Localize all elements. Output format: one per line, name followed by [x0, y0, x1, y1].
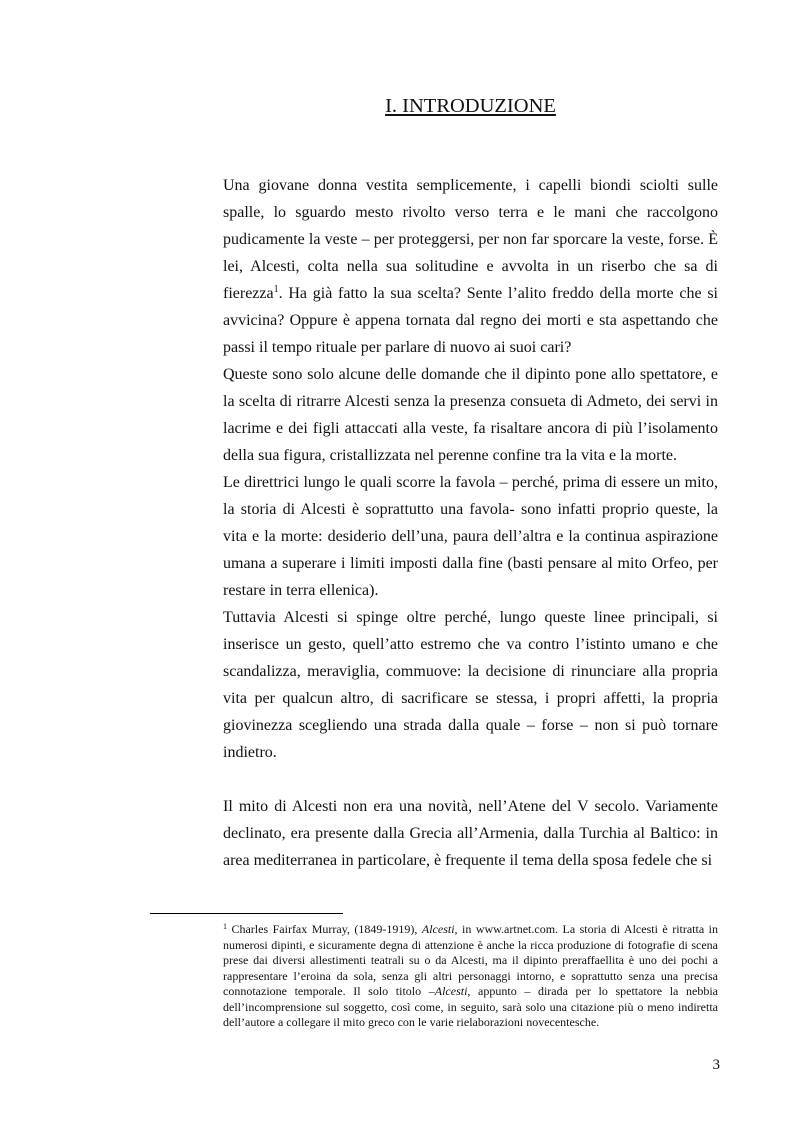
chapter-heading — [0, 95, 793, 118]
footnote-italic-title-b: Alcesti — [434, 984, 468, 998]
footnote-separator — [150, 913, 343, 914]
footnote-reference: 1 — [273, 284, 279, 295]
chapter-heading-text: I. INTRODUZIONE — [385, 95, 556, 117]
paragraph-1-text-b: . Ha già fatto la sua scelta? Sente l’alito freddo della morte che si avvicina? Oppure è appena tornata dal regno dei morti e sta aspettando che passi il tempo rituale per parlare di nuovo ai suoi cari? — [223, 285, 718, 356]
paragraph-3: Le direttrici lungo le quali scorre la favola – perché, prima di essere un mito, la storia di Alcesti è soprattutto una favola- sono infatti proprio queste, la vita e la morte: desiderio dell’una, paura dell’altra e la continua aspirazione umana a superare i limiti imposti dalla fine (basti pensare al mito Orfeo, per restare in terra ellenica). — [223, 474, 718, 599]
footnote-text-a: Charles Fairfax Murray, (1849-1919), — [227, 922, 422, 936]
footnote-text-b: in www.artnet.com. La storia di Alcesti è ritratta in numerosi dipinti, e sicuramente degna di attenzione è anche la ricca produzione di fotografie di scena prese dai diversi allestimenti teatrali su o da Alcesti, ma il dipinto preraffaellita è uno dei pochi a rappresentare l’eroina da sola, senza gli altri personaggi intorno, e soprattutto senza una precisa connotazione temporale. Il solo titolo – — [223, 922, 718, 998]
paragraph-5: Il mito di Alcesti non era una novità, nell’Atene del V secolo. Variamente declinato, era presente dalla Grecia all’Armenia, dalla Turchia al Baltico: in area mediterranea in particolare, è frequente il tema della sposa fedele che si — [223, 798, 718, 869]
footnote-italic-title-a: Alcesti, — [421, 922, 458, 936]
footnote — [223, 922, 718, 1031]
paragraph-2: Queste sono solo alcune delle domande che il dipinto pone allo spettatore, e la scelta di ritrarre Alcesti senza la presenza consueta di Admeto, dei servi in lacrime e dei figli attaccati alla veste, fa risaltare ancora di più l’isolamento della sua figura, cristallizzata nel perenne confine tra la vita e la morte. — [223, 366, 718, 464]
body-text — [223, 172, 718, 874]
paragraph-1 — [223, 172, 718, 361]
footnote-text-c: , appunto – dirada per lo spettatore la nebbia dell’incomprensione sul soggetto, così come, in seguito, sarà solo una citazione più o meno indiretta dell’autore a collegare il mito greco con le varie rielaborazioni novecentesche. — [223, 984, 718, 1029]
footnote-number: 1 — [223, 922, 227, 931]
paragraph-4: Tuttavia Alcesti si spinge oltre perché, lungo queste linee principali, si inserisce un gesto, quell’atto estremo che va contro l’istinto umano e che scandalizza, meraviglia, commuove: la decisione di rinunciare alla propria vita per qualcun altro, di sacrificare se stessa, i propri affetti, la propria giovinezza scegliendo una strada dalla quale – forse – non si può tornare indietro. — [223, 609, 718, 761]
paragraph-1-text-a: Una giovane donna vestita semplicemente, i capelli biondi sciolti sulle spalle, lo sguardo mesto rivolto verso terra e le mani che raccolgono pudicamente la veste – per proteggersi, per non far sporcare la veste, forse. È lei, Alcesti, colta nella sua solitudine e avvolta in un riserbo che sa di fierezza — [223, 177, 718, 302]
page-number: 3 — [712, 1057, 720, 1073]
